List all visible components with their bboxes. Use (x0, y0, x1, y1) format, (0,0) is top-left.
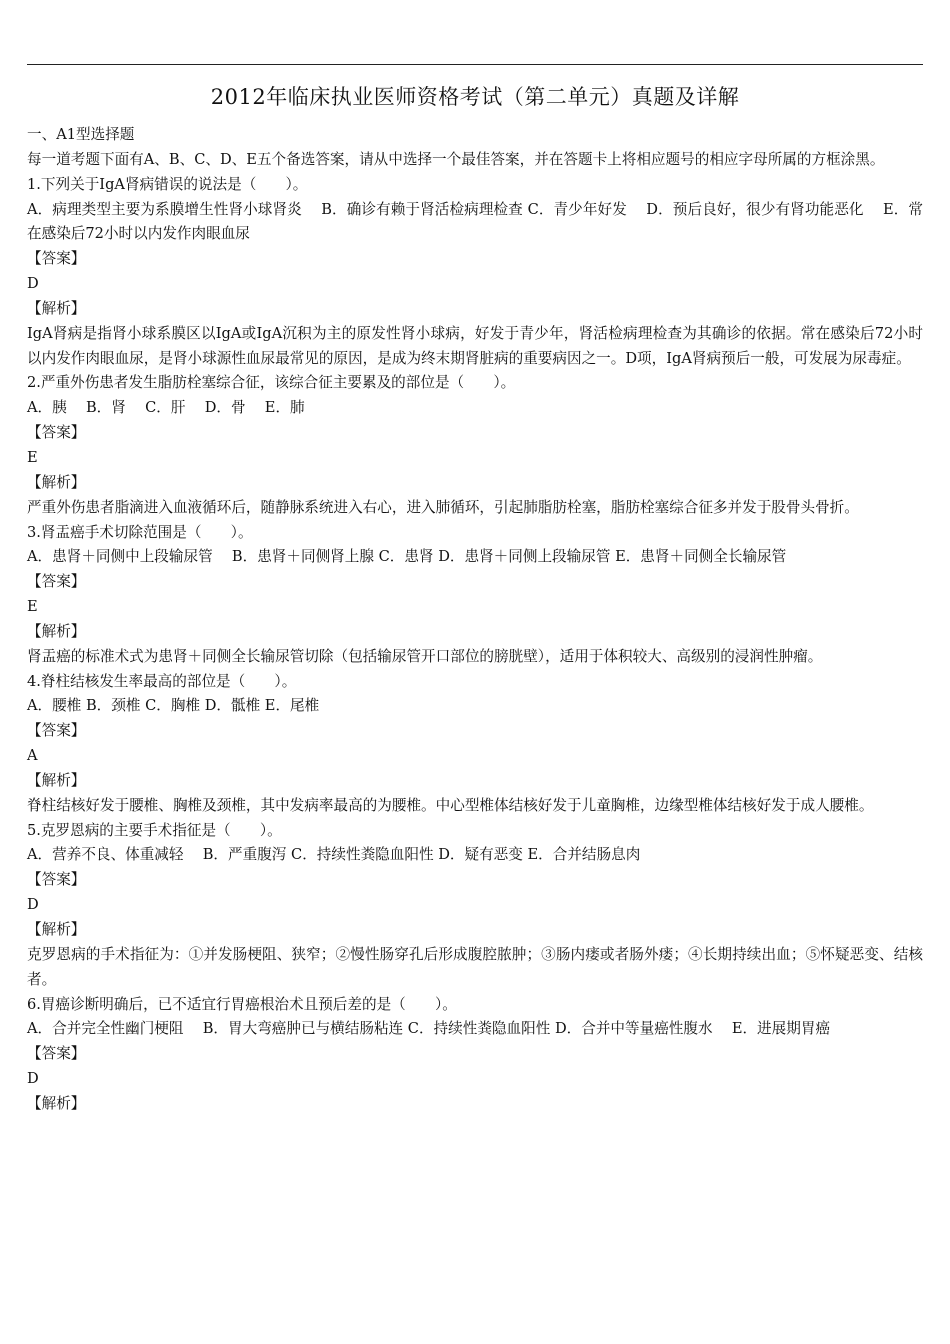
answer-label: 【答案】 (27, 871, 86, 889)
answer-label: 【答案】 (27, 722, 86, 740)
question-options: A．合并完全性幽门梗阻 B．胃大弯癌肿已与横结肠粘连 C．持续性粪隐血阳性 D．合并中等量癌性腹水 E．进展期胃癌 (27, 1020, 831, 1038)
answer-value: E (27, 598, 38, 616)
analysis-label: 【解析】 (27, 473, 86, 491)
question-stem: 5.克罗恩病的主要手术指征是（ ）。 (27, 821, 282, 839)
question-options: A．营养不良、体重减轻 B．严重腹泻 C．持续性粪隐血阳性 D．疑有恶变 E．合并结肠息肉 (27, 846, 641, 864)
analysis-text: 严重外伤患者脂滴进入血液循环后，随静脉系统进入右心，进入肺循环，引起肺脂肪栓塞，脂肪栓塞综合征多并发于股骨头骨折。 (27, 498, 859, 516)
analysis-label: 【解析】 (27, 1094, 86, 1112)
answer-label: 【答案】 (27, 424, 86, 442)
question-stem: 1.下列关于IgA肾病错误的说法是（ ）。 (27, 175, 308, 193)
section-heading: 一、A1型选择题 (27, 126, 135, 143)
answer-value: D (27, 896, 39, 914)
answer-value: D (27, 275, 39, 293)
analysis-text: 克罗恩病的手术指征为：①并发肠梗阻、狭窄；②慢性肠穿孔后形成腹腔脓肿；③肠内瘘或者肠外瘘；④长期持续出血；⑤怀疑恶变、结核者。 (27, 945, 923, 988)
page-title: 2012年临床执业医师资格考试（第二单元）真题及详解 (210, 85, 740, 109)
question-options: A．病理类型主要为系膜增生性肾小球肾炎 B．确诊有赖于肾活检病理检查 C．青少年好发 D．预后良好，很少有肾功能恶化 E．常在感染后72小时以内发作肉眼血尿 (27, 200, 923, 243)
question-options: A．患肾＋同侧中上段输尿管 B．患肾＋同侧肾上腺 C．患肾 D．患肾＋同侧上段输尿管 E．患肾＋同侧全长输尿管 (27, 548, 787, 566)
analysis-label: 【解析】 (27, 622, 86, 640)
analysis-text: 肾盂癌的标准术式为患肾＋同侧全长输尿管切除（包括输尿管开口部位的膀胱壁），适用于体积较大、高级别的浸润性肿瘤。 (27, 647, 823, 665)
analysis-label: 【解析】 (27, 921, 86, 938)
question-stem: 3.肾盂癌手术切除范围是（ ）。 (27, 523, 253, 541)
question-stem: 6.胃癌诊断明确后，已不适宜行胃癌根治术且预后差的是（ ）。 (27, 995, 457, 1013)
answer-value: D (27, 1070, 39, 1088)
instructions: 每一道考题下面有A、B、C、D、E五个备选答案，请从中选择一个最佳答案，并在答题卡上将相应题号的相应字母所属的方框涂黑。 (27, 150, 885, 168)
header-rule (27, 64, 923, 65)
analysis-label: 【解析】 (27, 771, 86, 789)
answer-label: 【答案】 (27, 573, 86, 591)
answer-value: A (27, 747, 38, 765)
question-stem: 4.脊柱结核发生率最高的部位是（ ）。 (27, 672, 297, 690)
question-options: A．腰椎 B．颈椎 C．胸椎 D．骶椎 E．尾椎 (27, 697, 320, 715)
document-body (27, 123, 923, 1117)
answer-label: 【答案】 (27, 250, 86, 268)
analysis-text: IgA肾病是指肾小球系膜区以IgA或IgA沉积为主的原发性肾小球病，好发于青少年，肾活检病理检查为其确诊的依据。常在感染后72小时以内发作肉眼血尿，是肾小球源性血尿最常见的原因，是成为终末期肾脏病的重要病因之一。D项，IgA肾病预后一般，可发展为尿毒症。 (27, 324, 923, 367)
question-stem: 2.严重外伤患者发生脂肪栓塞综合征，该综合征主要累及的部位是（ ）。 (27, 374, 516, 392)
answer-label: 【答案】 (27, 1045, 86, 1063)
answer-value: E (27, 448, 38, 466)
analysis-text: 脊柱结核好发于腰椎、胸椎及颈椎，其中发病率最高的为腰椎。中心型椎体结核好发于儿童胸椎，边缘型椎体结核好发于成人腰椎。 (27, 796, 874, 814)
analysis-label: 【解析】 (27, 299, 86, 317)
question-options: A．胰 B．肾 C．肝 D．骨 E．肺 (27, 399, 305, 417)
